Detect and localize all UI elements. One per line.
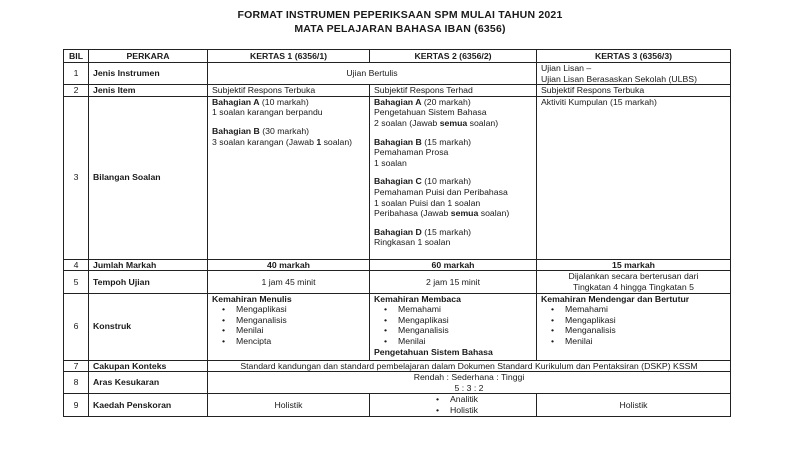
cell-line: 2 soalan (Jawab semua soalan) bbox=[374, 117, 499, 128]
penskoran-list bbox=[374, 394, 532, 415]
bilangan-soalan-kertas-2 bbox=[370, 96, 537, 259]
konstruk-list bbox=[212, 304, 365, 346]
cell-line: Tingkatan 4 hingga Tingkatan 5 bbox=[573, 281, 694, 292]
row-number: 1 bbox=[64, 63, 89, 85]
cell-line: 1 soalan bbox=[374, 157, 407, 168]
row-number: 4 bbox=[64, 259, 89, 271]
row-number: 9 bbox=[64, 394, 89, 416]
cell-line: Pemahaman Puisi dan Peribahasa bbox=[374, 186, 508, 197]
konstruk-heading: Kemahiran Membaca bbox=[374, 293, 461, 304]
document-title bbox=[0, 8, 800, 36]
jenis-item-kertas-3: Subjektif Respons Terbuka bbox=[537, 85, 731, 97]
list-item: • Mengaplikasi bbox=[398, 315, 532, 326]
row-label-konstruk: Konstruk bbox=[89, 293, 208, 360]
header-row bbox=[64, 50, 731, 63]
row-number: 5 bbox=[64, 271, 89, 293]
cell-line: 1 soalan Puisi dan 1 soalan bbox=[374, 197, 481, 208]
list-item: • Menilai bbox=[565, 336, 726, 347]
bilangan-soalan-kertas-3: Aktiviti Kumpulan (15 markah) bbox=[537, 96, 731, 259]
section-heading: Bahagian B (30 markah) bbox=[212, 125, 310, 136]
cell-line: 3 soalan karangan (Jawab 1 soalan) bbox=[212, 136, 353, 147]
title-line-2: MATA PELAJARAN BAHASA IBAN (6356) bbox=[294, 23, 506, 35]
list-item: • Mengaplikasi bbox=[565, 315, 726, 326]
row-label-jenis-item: Jenis Item bbox=[89, 85, 208, 97]
row-number: 8 bbox=[64, 372, 89, 394]
cell-line: Ujian Lisan – bbox=[541, 63, 592, 73]
cell-line: Rendah : Sederhana : Tinggi bbox=[413, 372, 525, 383]
konstruk-kertas-3 bbox=[537, 293, 731, 360]
list-item: • Menganalisis bbox=[236, 315, 365, 326]
table-row bbox=[64, 85, 731, 97]
row-label-bilangan-soalan: Bilangan Soalan bbox=[89, 96, 208, 259]
jumlah-markah-kertas-1: 40 markah bbox=[208, 259, 370, 271]
section-heading: Bahagian D (15 markah) bbox=[374, 226, 472, 237]
table-row bbox=[64, 96, 731, 259]
cell-line: Pengetahuan Sistem Bahasa bbox=[374, 107, 487, 118]
tempoh-ujian-kertas-1: 1 jam 45 minit bbox=[208, 271, 370, 293]
header-bil: BIL bbox=[64, 50, 89, 63]
cell-line: Ringkasan 1 soalan bbox=[374, 237, 451, 248]
section-heading: Bahagian A (10 markah) bbox=[212, 96, 309, 107]
row-number: 3 bbox=[64, 96, 89, 259]
kaedah-penskoran-kertas-1: Holistik bbox=[208, 394, 370, 416]
list-item: • Holistik bbox=[450, 405, 532, 416]
konstruk-kertas-2 bbox=[370, 293, 537, 360]
header-kertas-1 bbox=[208, 50, 370, 63]
section-heading: Bahagian C (10 markah) bbox=[374, 176, 472, 187]
table-row bbox=[64, 394, 731, 416]
jenis-instrumen-kertas-1-2: Ujian Bertulis bbox=[208, 63, 537, 85]
jumlah-markah-kertas-2: 60 markah bbox=[370, 259, 537, 271]
konstruk-list bbox=[541, 304, 726, 346]
table-row bbox=[64, 360, 731, 372]
list-item: • Analitik bbox=[450, 394, 532, 405]
section-heading: Bahagian B (15 markah) bbox=[374, 136, 472, 147]
cakupan-konteks-value: Standard kandungan dan standard pembelajaran dalam Dokumen Standard Kurikulum dan Pentaksiran (DSKP) KSSM bbox=[208, 360, 731, 372]
cell-line: Pemahaman Prosa bbox=[374, 147, 449, 158]
konstruk-heading: Kemahiran Menulis bbox=[212, 293, 292, 304]
kaedah-penskoran-kertas-2 bbox=[370, 394, 537, 416]
list-item: • Menganalisis bbox=[565, 325, 726, 336]
aras-kesukaran-value bbox=[208, 372, 731, 394]
row-label-jumlah-markah: Jumlah Markah bbox=[89, 259, 208, 271]
bilangan-soalan-kertas-1 bbox=[208, 96, 370, 259]
jumlah-markah-kertas-3: 15 markah bbox=[537, 259, 731, 271]
list-item: • Mengaplikasi bbox=[236, 304, 365, 315]
table-row bbox=[64, 63, 731, 85]
exam-format-table bbox=[63, 49, 731, 417]
konstruk-list bbox=[374, 304, 532, 346]
list-item: • Memahami bbox=[565, 304, 726, 315]
kaedah-penskoran-kertas-3: Holistik bbox=[537, 394, 731, 416]
list-item: • Menilai bbox=[398, 336, 532, 347]
row-label-tempoh-ujian: Tempoh Ujian bbox=[89, 271, 208, 293]
jenis-item-kertas-2: Subjektif Respons Terhad bbox=[370, 85, 537, 97]
konstruk-kertas-1 bbox=[208, 293, 370, 360]
cell-line: Dijalankan secara berterusan dari bbox=[568, 271, 699, 282]
jenis-item-kertas-1: Subjektif Respons Terbuka bbox=[208, 85, 370, 97]
cell-line: 5 : 3 : 2 bbox=[454, 382, 484, 393]
row-label-cakupan-konteks: Cakupan Konteks bbox=[89, 360, 208, 372]
header-kertas-3: KERTAS 3 (6356/3) bbox=[537, 50, 731, 63]
table-row bbox=[64, 293, 731, 360]
header-kertas-2: KERTAS 2 (6356/2) bbox=[370, 50, 537, 63]
row-label-jenis-instrumen: Jenis Instrumen bbox=[89, 63, 208, 85]
row-label-aras-kesukaran: Aras Kesukaran bbox=[89, 372, 208, 394]
title-line-1: FORMAT INSTRUMEN PEPERIKSAAN SPM MULAI TAHUN 2021 bbox=[237, 9, 563, 21]
konstruk-footer: Pengetahuan Sistem Bahasa bbox=[374, 346, 493, 357]
tempoh-ujian-kertas-2: 2 jam 15 minit bbox=[370, 271, 537, 293]
tempoh-ujian-kertas-3 bbox=[537, 271, 731, 293]
table-row bbox=[64, 259, 731, 271]
table-row bbox=[64, 372, 731, 394]
list-item: • Menganalisis bbox=[398, 325, 532, 336]
cell-line: Ujian Lisan Berasaskan Sekolah (ULBS) bbox=[541, 73, 697, 84]
header-kertas-1-code: (6356/1) bbox=[294, 50, 328, 61]
konstruk-heading: Kemahiran Mendengar dan Bertutur bbox=[541, 293, 690, 304]
row-number: 2 bbox=[64, 85, 89, 97]
row-number: 6 bbox=[64, 293, 89, 360]
header-perkara: PERKARA bbox=[89, 50, 208, 63]
list-item: • Menilai bbox=[236, 325, 365, 336]
list-item: • Memahami bbox=[398, 304, 532, 315]
row-label-kaedah-penskoran: Kaedah Penskoran bbox=[89, 394, 208, 416]
cell-line: 1 soalan karangan berpandu bbox=[212, 107, 323, 118]
row-number: 7 bbox=[64, 360, 89, 372]
jenis-instrumen-kertas-3 bbox=[537, 63, 731, 85]
cell-line: Peribahasa (Jawab semua soalan) bbox=[374, 208, 510, 219]
header-kertas-1-name: KERTAS 1 bbox=[249, 50, 293, 61]
table-row bbox=[64, 271, 731, 293]
section-heading: Bahagian A (20 markah) bbox=[374, 96, 471, 107]
list-item: • Mencipta bbox=[236, 336, 365, 347]
